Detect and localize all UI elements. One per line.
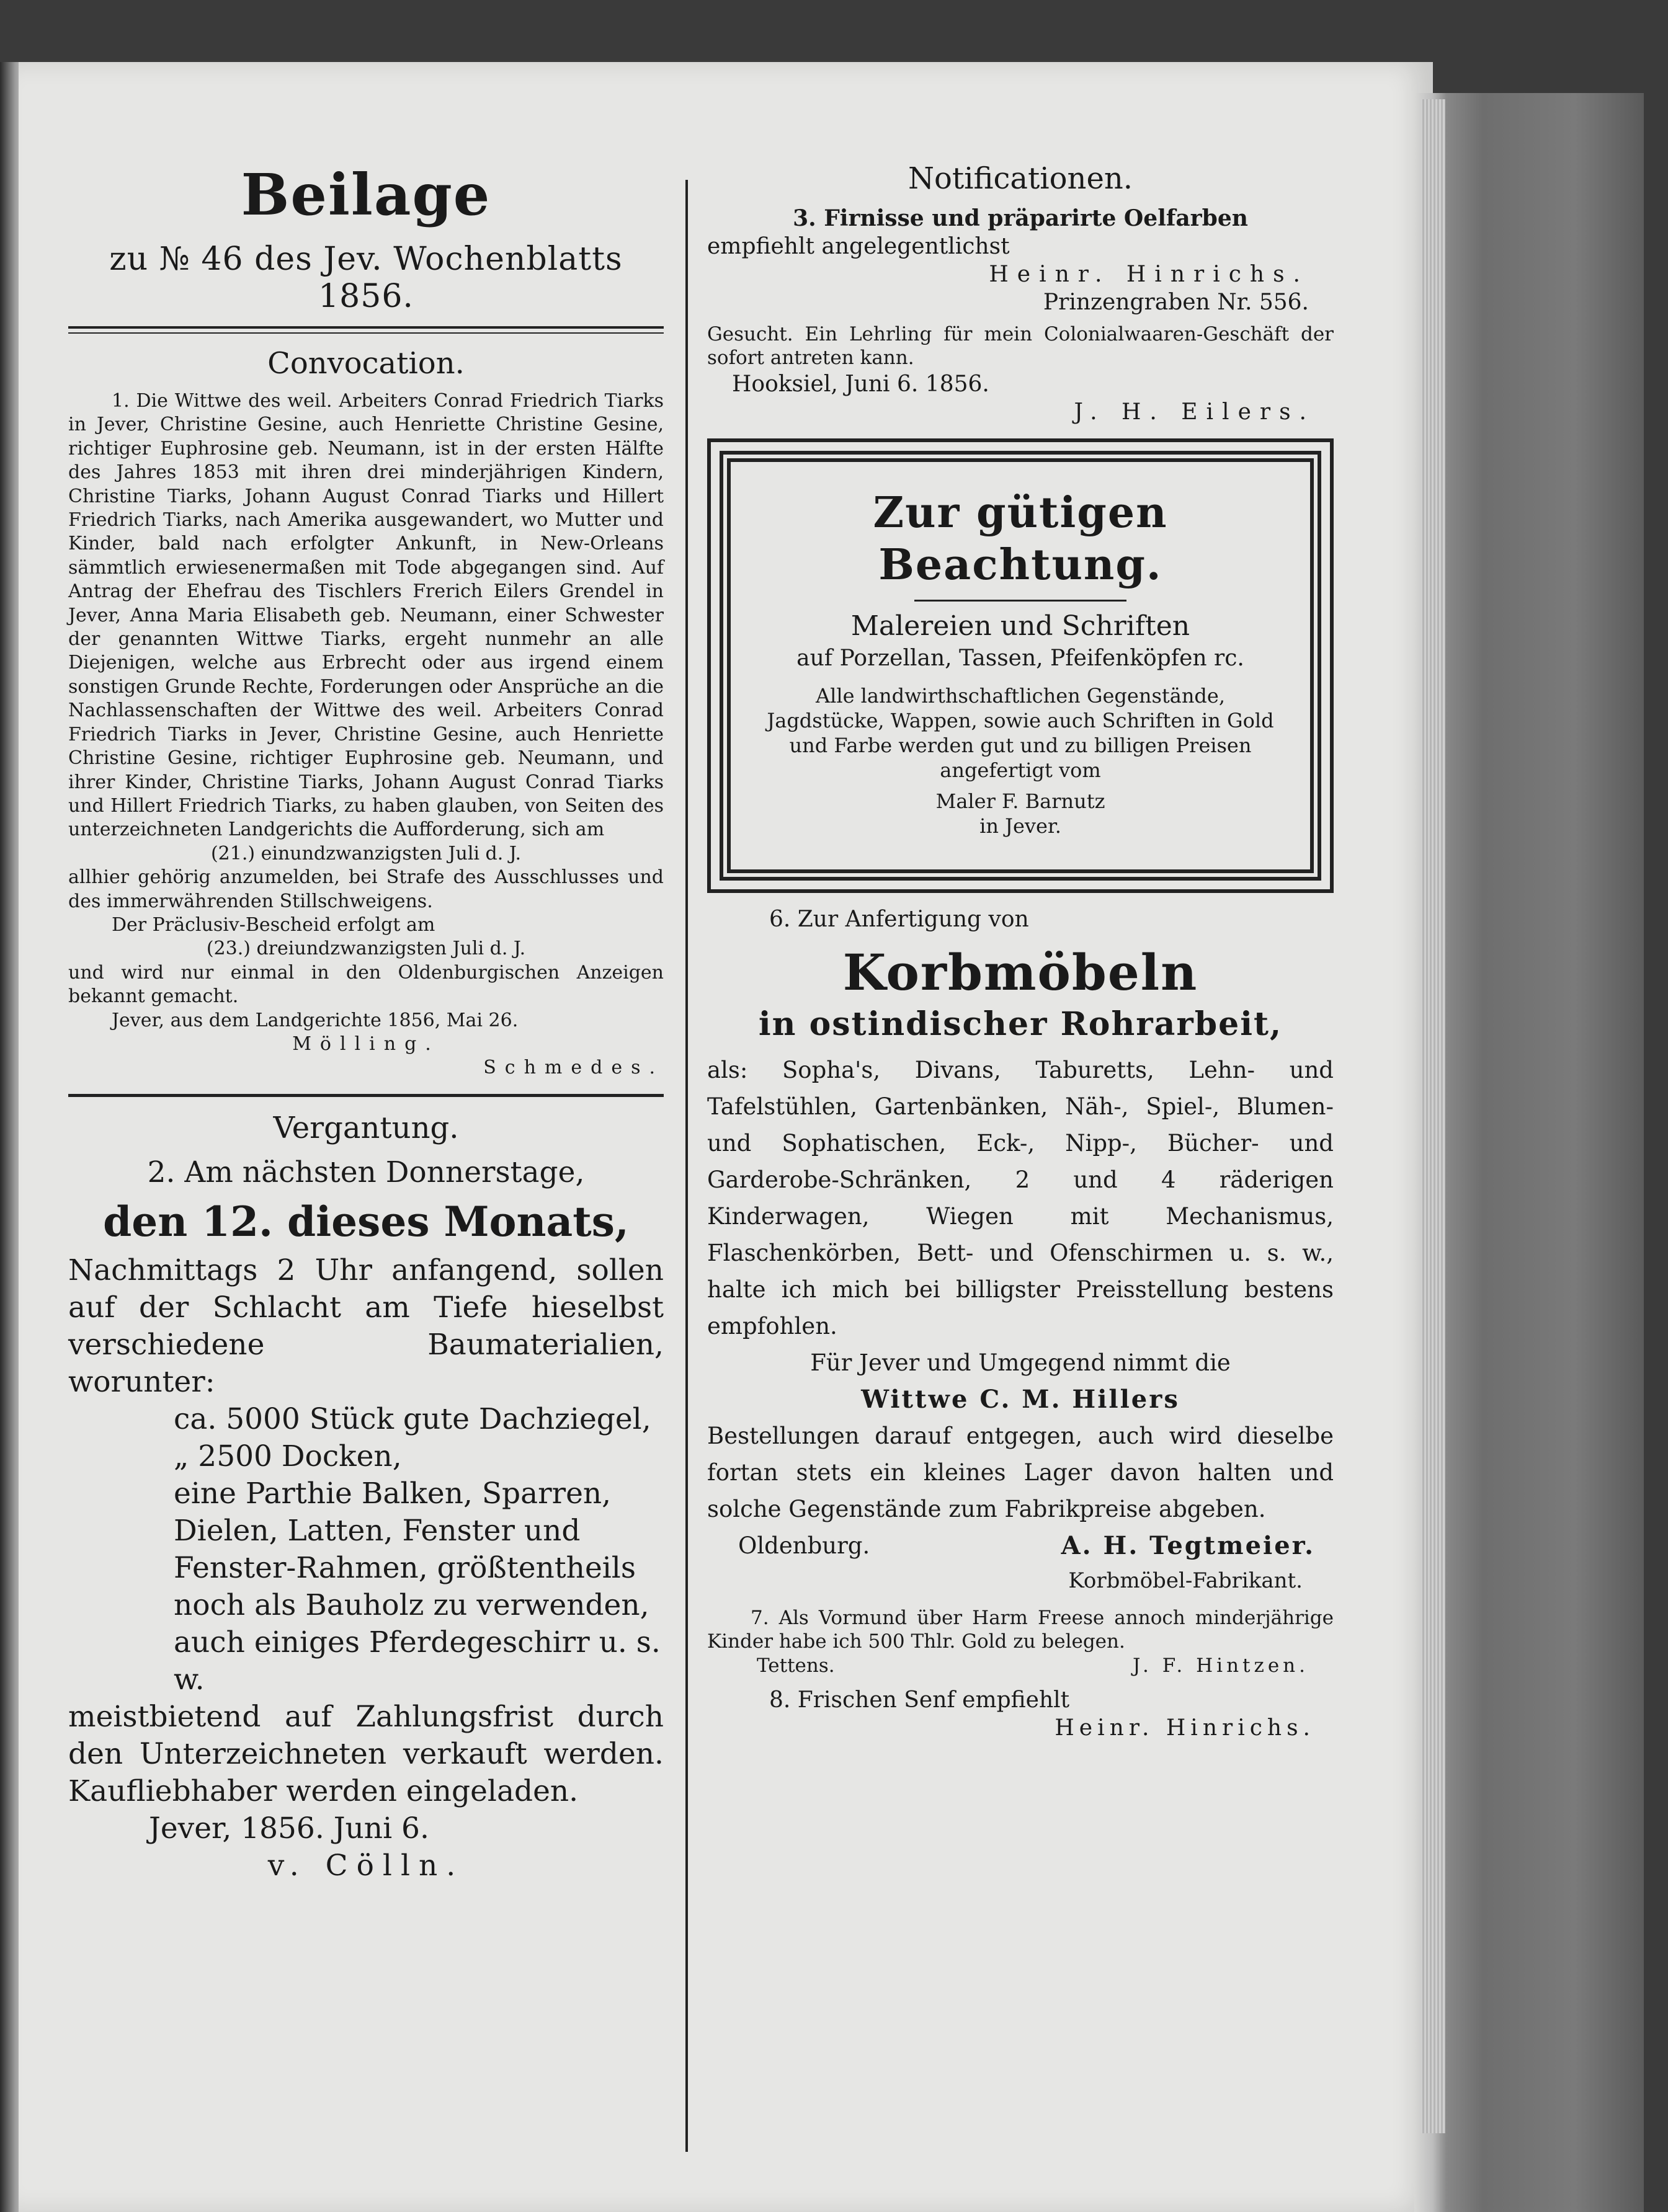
supplement-title: Beilage — [241, 161, 491, 228]
notice-8 — [707, 1686, 1334, 1742]
ad-body: Alle landwirthschaftlichen Gegenstände, Jagdstücke, Wappen, sowie auch Schriften in Gold und Farbe werden gut und zu billigen Preisen angefertigt vom — [767, 683, 1274, 782]
notice-6 — [707, 905, 1334, 1597]
convocation-heading: Convocation. — [267, 346, 465, 381]
notice-6-signature-title: Korbmöbel-Fabrikant. — [1068, 1568, 1303, 1593]
ad-title-2: Beachtung. — [878, 540, 1162, 590]
notice-6-subtitle: in ostindischer Rohrarbeit, — [758, 1005, 1283, 1043]
notice-7-signature: J. F. Hintzen. — [1133, 1654, 1309, 1677]
gesucht-signature: J. H. Eilers. — [1074, 399, 1315, 425]
vergantung-text-2: meistbietend auf Zahlungsfrist durch den Unterzeichneten verkauft werden. Kaufliebhaber werden eingeladen. — [68, 1699, 664, 1808]
supplement-subtitle: zu № 46 des Jev. Wochenblatts 1856. — [109, 241, 623, 315]
convocation-paragraph-3: Der Präclusiv-Bescheid erfolgt am — [112, 913, 435, 936]
notice-6-agent-name: Wittwe C. M. Hillers — [861, 1384, 1180, 1414]
vergantung-list-item: ca. 5000 Stück gute Dachziegel, — [174, 1401, 651, 1436]
convocation-paragraph-4: und wird nur einmal in den Oldenburgischen Anzeigen bekannt gemacht. — [68, 961, 664, 1008]
notice-gesucht — [707, 322, 1334, 426]
vergantung-list-item: eine Parthie Balken, Sparren, Dielen, Latten, Fenster und Fenster-Rahmen, größtentheils noch als Bauholz zu verwenden, auch einiges Pferdegeschirr u. s. w. — [174, 1476, 661, 1697]
section-rule — [68, 1094, 664, 1097]
left-column — [68, 161, 664, 1885]
column-divider — [685, 180, 688, 2152]
notice-3-line: empfiehlt angelegentlichst — [707, 234, 1010, 259]
header-rule — [68, 326, 664, 334]
vergantung-list-item: „ 2500 Docken, — [174, 1439, 402, 1473]
notice-3-title: 3. Firnisse und präparirte Oelfarben — [793, 205, 1248, 231]
ad-title-1: Zur gütigen — [873, 487, 1168, 538]
page-edges — [1420, 99, 1445, 2133]
gesucht-place-date: Hooksiel, Juni 6. 1856. — [732, 371, 989, 397]
convocation-paragraph-2: allhier gehörig anzumelden, bei Strafe des Ausschlusses und des immerwährenden Stillschweigens. — [68, 866, 664, 912]
notice-3-address: Prinzengraben Nr. 556. — [1043, 290, 1309, 315]
vergantung-line-2: den 12. dieses Monats, — [103, 1197, 629, 1246]
notice-3-signature: Heinr. Hinrichs. — [989, 262, 1309, 287]
ornamental-ad-frame — [720, 451, 1321, 881]
convocation-signature-1: Mölling. — [292, 1033, 440, 1055]
notice-6-text-2: Für Jever und Umgegend nimmt die — [810, 1349, 1231, 1376]
notice-7-signature-line — [707, 1654, 1334, 1677]
notice-3 — [707, 205, 1334, 316]
notifications-heading: Notificationen. — [908, 161, 1133, 196]
vergantung-signature: v. Cölln. — [267, 1848, 465, 1883]
right-column — [707, 161, 1334, 1742]
ad-subtitle: Malereien und Schriften — [850, 610, 1190, 642]
vergantung-heading: Vergantung. — [273, 1110, 459, 1145]
notice-8-signature: Heinr. Hinrichs. — [1055, 1715, 1315, 1741]
convocation-date-1: (21.) einundzwanzigsten Juli d. J. — [210, 842, 522, 864]
notice-6-text: als: Sopha's, Divans, Taburetts, Lehn- und Tafelstühlen, Gartenbänken, Näh-, Spiel-, Blumen- und Sophatischen, Eck-, Nipp-, Bücher- und Garderobe-Schränken, 2 und 4 räderigen Kinderwagen, Wiegen mit Mechanismus, Flaschenkörben, Bett- und Ofenschirmen u. s. w., halte ich mich bei billigster Preisstellung bestens empfohlen. — [707, 1056, 1334, 1339]
vergantung-text-1: Nachmittags 2 Uhr anfangend, sollen auf der Schlacht am Tiefe hieselbst verschiedene Baumaterialien, worunter: — [68, 1253, 664, 1399]
ad-divider — [914, 600, 1126, 602]
notice-6-text-3: Bestellungen darauf entgegen, auch wird dieselbe fortan stets ein kleines Lager davon halten und solche Gegenstände zum Fabrikpreise abgeben. — [707, 1422, 1334, 1522]
convocation-date-2: (23.) dreiundzwanzigsten Juli d. J. — [206, 938, 526, 960]
notice-6-title: Korbmöbeln — [842, 943, 1198, 1002]
notice-6-signature-line — [707, 1527, 1334, 1564]
ad-subtitle-2: auf Porzellan, Tassen, Pfeifenköpfen rc. — [796, 645, 1244, 671]
book-binding-right — [1414, 93, 1644, 2212]
convocation-notice — [68, 389, 664, 1080]
notice-7-text: 7. Als Vormund über Harm Freese annoch minderjährige Kinder habe ich 500 Thlr. Gold zu belegen. — [707, 1606, 1334, 1653]
notice-6-intro: 6. Zur Anfertigung von — [769, 906, 1029, 932]
vergantung-list — [68, 1401, 664, 1699]
ad-signature: Maler F. Barnutz — [935, 789, 1105, 813]
vergantung-place-date: Jever, 1856. Juni 6. — [149, 1811, 429, 1846]
convocation-place-date: Jever, aus dem Landgerichte 1856, Mai 26. — [112, 1009, 519, 1031]
convocation-signature-2: Schmedes. — [483, 1057, 664, 1079]
ad-place: in Jever. — [979, 814, 1061, 838]
notice-7-place: Tettens. — [757, 1654, 835, 1677]
notice-6-place: Oldenburg. — [738, 1532, 870, 1559]
notice-6-signature: A. H. Tegtmeier. — [1061, 1530, 1315, 1560]
convocation-paragraph: 1. Die Wittwe des weil. Arbeiters Conrad Friedrich Tiarks in Jever, Christine Gesine, auch Henriette Christine Gesine, richtiger Euphrosine geb. Neumann, ist in der ersten Hälfte des Jahres 1853 mit ihren drei minderjährigen Kindern, Christine Tiarks, Johann August Conrad Tiarks und Hillert Friedrich Tiarks, nach Amerika ausgewandert, wo Mutter und Kinder, bald nach erfolgter Ankunft, in New-Orleans sämmtlich erwiesenermaßen mit Tode abgegangen sind. Auf Antrag der Ehefrau des Tischlers Frerich Eilers Grendel in Jever, Anna Maria Elisabeth geb. Neumann, einer Schwester der genannten Wittwe Tiarks, ergeht nunmehr an alle Diejenigen, welche aus Erbrecht oder aus irgend einem sonstigen Grunde Rechte, Forderungen oder Ansprüche an die Nachlassenschaften der Wittwe des weil. Arbeiters Conrad Friedrich Tiarks in Jever, Christine Gesine, auch Henriette Christine Gesine, richtiger Euphrosine geb. Neumann, und ihrer Kinder, Christine Tiarks, Johann August Conrad Tiarks und Hillert Friedrich Tiarks, zu haben glauben, von Seiten des unterzeichneten Landgerichts die Aufforderung, sich am — [68, 390, 664, 841]
gesucht-text: Gesucht. Ein Lehrling für mein Colonialwaaren-Geschäft der sofort antreten kann. — [707, 323, 1334, 370]
vergantung-line-1: 2. Am nächsten Donnerstage, — [147, 1155, 585, 1189]
notice-7 — [707, 1606, 1334, 1677]
notice-8-text: 8. Frischen Senf empfiehlt — [769, 1687, 1070, 1713]
